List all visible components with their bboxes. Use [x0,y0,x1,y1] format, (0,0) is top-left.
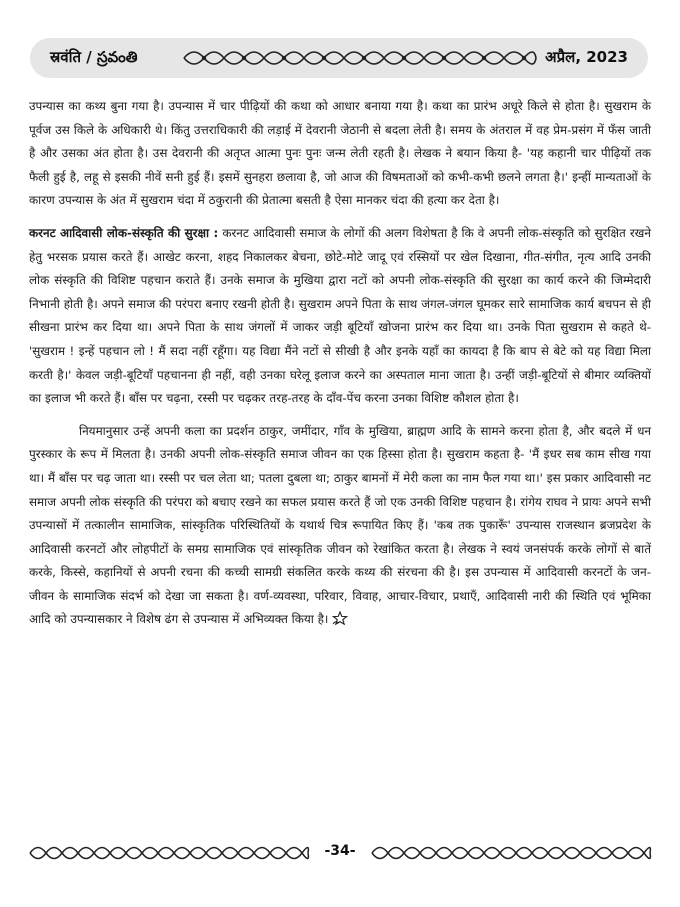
section-heading: करनट आदिवासी लोक-संस्कृति की सुरक्षा : [29,225,219,240]
page-number: -34- [324,843,356,859]
paragraph-1: उपन्यास का कथ्य बुना गया है। उपन्यास में चार पीढ़ियों की कथा को आधार बनाया गया है। कथा का प्रारंभ अधूरे किले से होता है। सुखराम के पूर्वज उस किले के अधिकारी थे। किंतु उत्तराधिकारी की लड़ाई में देवरानी जेठानी से बदला लेती है। समय के अंतराल में वह प्रेम-प्रसंग में फँस जाती है और उसका अंत होता है। उस देवरानी की अतृप्त आत्मा पुनः पुनः जन्म लेती रहती है। लेखक ने बयान किया है- 'यह कहानी चार पीढ़ियों तक फैली हुई है, लहू से इसकी नीवें सनी हुई हैं। इसमें सुनहरा छलावा है, जो आज की विषमताओं को कभी-कभी छलने लगता है।' इन्हीं मान्यताओं के कारण उपन्यास के अंत में सुखराम चंदा में ठकुरानी की प्रेतात्मा बसती है ऐसा मानकर चंदा की हत्या कर देता है। [29,99,651,208]
footer-ornament-left-icon [28,840,310,866]
paragraph-3-text: नियमानुसार उन्हें अपनी कला का प्रदर्शन ठाकुर, जमींदार, गाँव के मुखिया, ब्राह्मण आदि के सामने करना होता है, और बदले में धन पुरस्कार के रूप में मिलता है। उनकी अपनी लोक-संस्कृति समाज जीवन का एक हिस्सा होता है। सुखराम कहता है- 'मैं इधर सब काम सीख गया था। मैं बाँस पर चढ़ जाता था। रस्सी पर चल लेता था; पतला दुबला था; ठाकुर बामनों में मेरी कला का नाम फैल गया था।' इस प्रकार आदिवासी नट समाज अपनी लोक संस्कृति की परंपरा को बचाए रखने का सफल प्रयास करते हैं जो एक उनकी विशिष्ट पहचान है। रांगेय राघव ने प्रायः अपने सभी उपन्यासों में तत्कालीन सामाजिक, सांस्कृतिक परिस्थितियों के यथार्थ चित्र रूपायित किए हैं। 'कब तक पुकारूँ' उपन्यास राजस्थान ब्रजप्रदेश के आदिवासी करनटों और लोहपीटों के समग्र सामाजिक एवं सांस्कृतिक जीवन को रेखांकित करता है। लेखक ने स्वयं जनसंपर्क करके लोगों से बातें करके, किस्से, कहानियों से अपनी रचना की कच्ची सामग्री संकलित करके कथ्य की संरचना की है। इस उपन्यास में आदिवासी करनटों के जन-जीवन के सामाजिक संदर्भ को देखा जा सकता है। वर्ण-व्यवस्था, परिवार, विवाह, आचार-विचार, प्रथाएँ, आदिवासी नारी की स्थिति एवं भूमिका आदि को उपन्यासकार ने विशेष ढंग से उपन्यास में अभिव्यक्त किया है। [29,423,651,627]
paragraph-3 [29,420,651,632]
paragraph-2 [29,222,651,411]
header-ornament-icon [182,44,538,72]
footer-ornament-right-icon [370,840,652,866]
journal-title: स्रवंति / స్రవంతి [50,48,138,66]
paragraph-2-text: करनट आदिवासी समाज के लोगों की अलग विशेषता है कि वे अपनी लोक-संस्कृति को सुरक्षित रखने हेतु भरसक प्रयास करते हैं। आखेट करना, शहद निकालकर बेचना, छोटे-मोटे जादू एवं रस्सियों पर खेल दिखाना, गीत-संगीत, नृत्य आदि उनकी लोक संस्कृति की विशिष्ट पहचान कराते हैं। उनके समाज के मुखिया द्वारा नटों को अपनी लोक-संस्कृति की सुरक्षा का कार्य करने की जिम्मेदारी निभानी होती है। अपने समाज की परंपरा बनाए रखनी होती है। सुखराम अपने पिता के साथ जंगल-जंगल घूमकर सारे सामाजिक कार्य बचपन से ही सीखना प्रारंभ कर दिया था। अपने पिता के साथ जंगलों में जाकर जड़ी बूटियाँ खोजना प्रारंभ कर दिया था। उनके पिता सुखराम से कहते थे- 'सुखराम ! इन्हें पहचान लो ! मैं सदा नहीं रहूँगा। यह विद्या मैंने नटों से सीखी है और इनके यहाँ का कायदा है कि बाप से बेटे को यह विद्या मिला करती है।' केवल जड़ी-बूटियाँ पहचानना ही नहीं, वही उनका घरेलू इलाज करने का अस्पताल माना जाता है। उन्हीं जड़ी-बूटियों से बीमार व्यक्तियों का इलाज भी करते हैं। बाँस पर चढ़ना, रस्सी पर चढ़कर तरह-तरह के दाँव-पेंच करना उनका विशिष्ट कौशल होता है। [29,225,652,406]
article-body [29,95,651,641]
star-end-mark-icon [332,611,348,625]
page-header [30,38,648,78]
issue-date: अप्रैल, 2023 [545,48,628,66]
